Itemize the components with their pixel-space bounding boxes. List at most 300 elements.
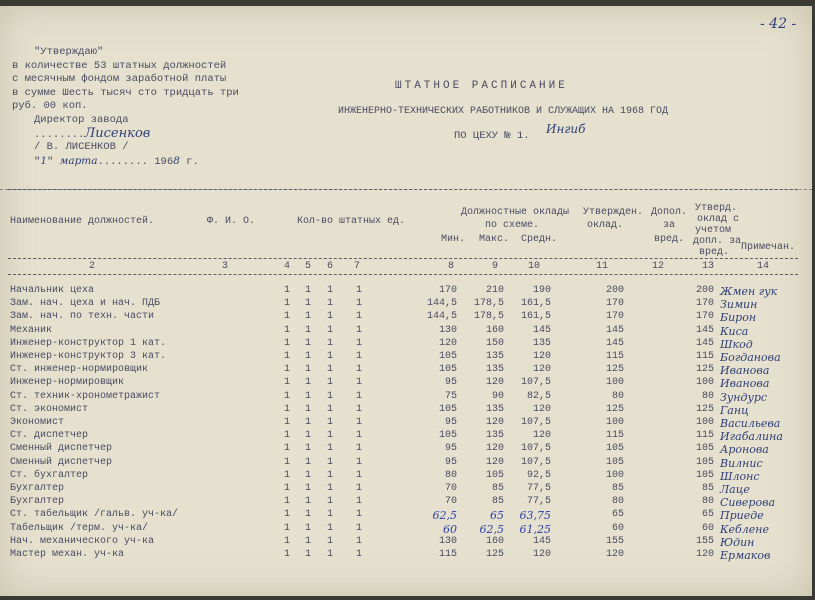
row-total: 60 bbox=[701, 522, 714, 534]
header-mid-rule bbox=[8, 258, 798, 259]
director-signature: Лисенков bbox=[84, 126, 151, 141]
row-avg: 120 bbox=[532, 430, 551, 442]
row-name: Экономист bbox=[10, 417, 65, 428]
row-count-6: 1 bbox=[327, 351, 334, 362]
header-extra: Допол. bbox=[651, 207, 688, 218]
row-min: 95 bbox=[444, 377, 457, 389]
row-avg: 77,5 bbox=[526, 483, 551, 494]
row-count-4: 1 bbox=[284, 298, 291, 310]
row-signature: Иванова bbox=[720, 377, 770, 391]
row-signature: Богданова bbox=[720, 351, 781, 364]
row-min: 75 bbox=[444, 390, 457, 402]
row-name: Табельщик /терм. уч-ка/ bbox=[10, 522, 149, 534]
row-count-7: 1 bbox=[356, 311, 363, 323]
row-max: 85 bbox=[491, 483, 504, 494]
table-row bbox=[0, 483, 812, 496]
row-name: Ст. бухгалтер bbox=[10, 469, 89, 481]
row-name: Бухгалтер bbox=[10, 496, 65, 508]
table-row bbox=[0, 457, 812, 470]
row-max: 135 bbox=[485, 430, 504, 442]
row-count-7: 1 bbox=[356, 364, 363, 376]
table-row bbox=[0, 443, 812, 456]
row-count-6: 1 bbox=[327, 417, 334, 428]
row-total: 80 bbox=[701, 496, 714, 508]
row-count-4: 1 bbox=[284, 509, 291, 521]
row-count-5: 1 bbox=[305, 390, 312, 402]
row-max: 160 bbox=[485, 535, 504, 547]
page-number: - 42 - bbox=[760, 16, 797, 32]
approval-line: в количестве 53 штатных должностей bbox=[12, 59, 227, 72]
row-approved: 100 bbox=[605, 417, 624, 428]
row-avg: 107,5 bbox=[520, 417, 551, 428]
row-min: 130 bbox=[438, 324, 457, 336]
table-row bbox=[0, 311, 812, 324]
row-count-4: 1 bbox=[284, 377, 291, 389]
row-count-6: 1 bbox=[327, 390, 334, 402]
approval-line: в сумме Шесть тысяч сто тридцать три bbox=[12, 86, 239, 99]
row-count-6: 1 bbox=[327, 285, 334, 296]
row-avg: 107,5 bbox=[520, 443, 551, 455]
row-min: 70 bbox=[444, 483, 457, 494]
row-avg: 120 bbox=[532, 549, 551, 560]
row-signature: Юдин bbox=[720, 535, 755, 549]
row-avg: 120 bbox=[532, 364, 551, 376]
table-row bbox=[0, 523, 812, 536]
row-approved: 80 bbox=[611, 496, 624, 508]
row-count-4: 1 bbox=[284, 324, 291, 336]
row-count-5: 1 bbox=[305, 443, 312, 455]
row-total: 115 bbox=[695, 351, 714, 362]
row-max: 62,5 bbox=[479, 522, 504, 536]
row-min: 105 bbox=[438, 351, 457, 362]
document-subtitle: ИНЖЕНЕРНО-ТЕХНИЧЕСКИХ РАБОТНИКОВ И СЛУЖАЩИХ НА 1968 ГОД bbox=[338, 106, 669, 117]
row-max: 125 bbox=[485, 549, 504, 560]
row-count-7: 1 bbox=[356, 298, 363, 310]
row-max: 210 bbox=[485, 285, 504, 296]
header-total-4: допл. за bbox=[693, 236, 742, 247]
col-number: 4 bbox=[284, 261, 291, 272]
col-number: 5 bbox=[305, 261, 312, 272]
row-total: 170 bbox=[695, 298, 714, 310]
director-name: / В. ЛИСЕНКОВ / bbox=[34, 141, 129, 153]
row-count-7: 1 bbox=[356, 549, 363, 560]
row-approved: 85 bbox=[611, 483, 624, 494]
col-number: 3 bbox=[222, 261, 229, 272]
row-name: Сменный диспетчер bbox=[10, 443, 113, 455]
col-number: 13 bbox=[702, 261, 715, 272]
row-count-4: 1 bbox=[284, 417, 291, 428]
row-count-4: 1 bbox=[284, 496, 291, 508]
header-avg: Средн. bbox=[521, 234, 558, 245]
document-sheet bbox=[0, 6, 812, 596]
row-name: Ст. экономист bbox=[10, 403, 89, 415]
approval-line: с месячным фондом заработной платы bbox=[12, 73, 227, 85]
row-min: 120 bbox=[438, 337, 457, 349]
row-max: 120 bbox=[485, 456, 504, 468]
table-row bbox=[0, 285, 812, 298]
row-signature: Зимин bbox=[720, 298, 758, 312]
row-count-6: 1 bbox=[327, 469, 334, 481]
row-signature: Приеде bbox=[720, 509, 764, 523]
row-count-6: 1 bbox=[327, 443, 334, 455]
row-count-5: 1 bbox=[305, 469, 312, 481]
workshop-label: ПО ЦЕХУ № 1. bbox=[454, 130, 530, 142]
row-count-6: 1 bbox=[327, 364, 334, 376]
row-count-4: 1 bbox=[284, 430, 291, 442]
row-name: Ст. диспетчер bbox=[10, 430, 89, 442]
col-number: 11 bbox=[596, 261, 609, 272]
table-row bbox=[0, 536, 812, 549]
row-count-5: 1 bbox=[305, 377, 312, 389]
row-approved: 120 bbox=[605, 549, 624, 560]
row-count-5: 1 bbox=[305, 456, 312, 468]
col-number: 7 bbox=[354, 261, 361, 272]
row-signature: Ермаков bbox=[720, 549, 771, 562]
approval-line: руб. 00 коп. bbox=[12, 100, 88, 112]
row-count-7: 1 bbox=[356, 443, 363, 455]
row-count-6: 1 bbox=[327, 509, 334, 521]
row-approved: 105 bbox=[605, 443, 624, 455]
row-total: 125 bbox=[695, 364, 714, 376]
row-avg: 145 bbox=[532, 535, 551, 547]
row-total: 105 bbox=[695, 443, 714, 455]
row-signature: Иванова bbox=[720, 364, 770, 378]
row-approved: 105 bbox=[605, 456, 624, 468]
row-total: 100 bbox=[695, 417, 714, 428]
row-avg: 92,5 bbox=[526, 469, 551, 481]
row-min: 62,5 bbox=[432, 509, 457, 523]
row-name: Начальник цеха bbox=[10, 285, 95, 296]
row-signature: Киса bbox=[720, 324, 749, 338]
row-approved: 145 bbox=[605, 324, 624, 336]
row-signature: Ганц bbox=[720, 403, 749, 417]
row-count-4: 1 bbox=[284, 469, 291, 481]
row-min: 105 bbox=[438, 364, 457, 376]
header-salary-group: Должностные оклады bbox=[461, 207, 570, 218]
header-min: Мин. bbox=[441, 234, 466, 245]
row-count-5: 1 bbox=[305, 351, 312, 362]
row-avg: 161,5 bbox=[520, 298, 551, 310]
table-row bbox=[0, 325, 812, 338]
row-max: 135 bbox=[485, 351, 504, 362]
approval-line: "Утверждаю" bbox=[34, 46, 104, 58]
row-signature: Вилнис bbox=[720, 456, 763, 470]
row-total: 170 bbox=[695, 311, 714, 323]
col-number: 6 bbox=[327, 261, 334, 272]
table-row bbox=[0, 404, 812, 417]
row-count-6: 1 bbox=[327, 456, 334, 468]
row-count-7: 1 bbox=[356, 377, 363, 389]
row-name: Мастер механ. уч-ка bbox=[10, 549, 125, 560]
row-signature: Лаце bbox=[720, 483, 750, 496]
col-number: 14 bbox=[757, 261, 770, 272]
row-total: 105 bbox=[695, 456, 714, 468]
row-count-5: 1 bbox=[305, 324, 312, 336]
table-row bbox=[0, 470, 812, 483]
header-count: Кол-во штатных ед. bbox=[297, 216, 406, 227]
row-approved: 65 bbox=[611, 509, 624, 521]
col-number: 2 bbox=[89, 261, 96, 272]
header-total: Утверд. bbox=[695, 203, 738, 214]
approval-date: "1" марта........ 1968 г. bbox=[34, 154, 199, 168]
row-avg: 61,25 bbox=[519, 522, 551, 536]
row-name: Ст. табельщик /гальв. уч-ка/ bbox=[10, 509, 179, 521]
table-row bbox=[0, 377, 812, 390]
row-name: Бухгалтер bbox=[10, 483, 65, 494]
row-count-5: 1 bbox=[305, 285, 312, 296]
table-row bbox=[0, 391, 812, 404]
row-count-6: 1 bbox=[327, 298, 334, 310]
row-count-7: 1 bbox=[356, 285, 363, 296]
header-total-2: оклад с bbox=[697, 214, 740, 225]
row-count-6: 1 bbox=[327, 535, 334, 547]
row-approved: 125 bbox=[605, 364, 624, 376]
row-count-6: 1 bbox=[327, 549, 334, 560]
row-count-5: 1 bbox=[305, 337, 312, 349]
table-row bbox=[0, 417, 812, 430]
row-approved: 115 bbox=[605, 351, 624, 362]
row-count-4: 1 bbox=[284, 390, 291, 402]
row-max: 160 bbox=[485, 324, 504, 336]
header-note: Примечан. bbox=[741, 242, 796, 253]
table-row bbox=[0, 509, 812, 522]
row-count-7: 1 bbox=[356, 496, 363, 508]
col-number: 8 bbox=[448, 261, 455, 272]
row-avg: 107,5 bbox=[520, 456, 551, 468]
row-max: 105 bbox=[485, 469, 504, 481]
row-approved: 125 bbox=[605, 403, 624, 415]
row-approved: 170 bbox=[605, 311, 624, 323]
row-min: 80 bbox=[444, 469, 457, 481]
row-count-5: 1 bbox=[305, 483, 312, 494]
row-count-7: 1 bbox=[356, 417, 363, 428]
row-signature: Жмен гук bbox=[720, 285, 778, 298]
row-count-6: 1 bbox=[327, 522, 334, 534]
row-max: 178,5 bbox=[473, 311, 504, 323]
row-count-7: 1 bbox=[356, 456, 363, 468]
header-max: Макс. bbox=[479, 234, 510, 245]
header-salary-scheme: по схеме. bbox=[485, 220, 540, 231]
row-avg: 161,5 bbox=[520, 311, 551, 323]
row-max: 120 bbox=[485, 417, 504, 428]
row-min: 144,5 bbox=[426, 298, 457, 310]
row-name: Ст. техник-хронометражист bbox=[10, 390, 161, 402]
row-count-6: 1 bbox=[327, 483, 334, 494]
row-max: 120 bbox=[485, 443, 504, 455]
row-count-7: 1 bbox=[356, 483, 363, 494]
row-avg: 145 bbox=[532, 324, 551, 336]
col-number: 9 bbox=[492, 261, 499, 272]
row-count-7: 1 bbox=[356, 430, 363, 442]
row-count-7: 1 bbox=[356, 535, 363, 547]
header-bottom-rule bbox=[8, 274, 798, 275]
row-avg: 77,5 bbox=[526, 496, 551, 508]
row-max: 178,5 bbox=[473, 298, 504, 310]
table-row bbox=[0, 364, 812, 377]
row-approved: 80 bbox=[611, 390, 624, 402]
row-count-4: 1 bbox=[284, 351, 291, 362]
row-min: 170 bbox=[438, 285, 457, 296]
row-count-4: 1 bbox=[284, 311, 291, 323]
row-name: Ст. инженер-нормировщик bbox=[10, 364, 149, 376]
row-name: Механик bbox=[10, 324, 53, 336]
row-count-5: 1 bbox=[305, 522, 312, 534]
row-signature: Кеблене bbox=[720, 522, 770, 536]
table-row bbox=[0, 430, 812, 443]
row-count-5: 1 bbox=[305, 430, 312, 442]
row-count-4: 1 bbox=[284, 443, 291, 455]
row-approved: 60 bbox=[611, 522, 624, 534]
row-total: 100 bbox=[695, 377, 714, 389]
row-name: Сменный диспетчер bbox=[10, 456, 113, 468]
row-count-4: 1 bbox=[284, 535, 291, 547]
row-count-6: 1 bbox=[327, 430, 334, 442]
document-title: ШТАТНОЕ РАСПИСАНИЕ bbox=[395, 80, 568, 92]
row-signature: Сиверова bbox=[720, 496, 776, 510]
row-avg: 135 bbox=[532, 337, 551, 349]
header-approved-2: оклад. bbox=[587, 220, 624, 231]
row-count-4: 1 bbox=[284, 337, 291, 349]
row-signature: Бирон bbox=[720, 311, 757, 325]
header-extra-3: вред. bbox=[654, 234, 685, 245]
row-min: 130 bbox=[438, 535, 457, 547]
row-count-6: 1 bbox=[327, 496, 334, 508]
row-avg: 190 bbox=[532, 285, 551, 296]
row-name: Инженер-нормировщик bbox=[10, 377, 125, 389]
row-count-7: 1 bbox=[356, 324, 363, 336]
row-max: 135 bbox=[485, 403, 504, 415]
row-approved: 100 bbox=[605, 377, 624, 389]
header-top-rule bbox=[8, 189, 798, 190]
row-min: 115 bbox=[438, 549, 457, 560]
row-count-5: 1 bbox=[305, 509, 312, 521]
row-total: 145 bbox=[695, 337, 714, 349]
table-row bbox=[0, 351, 812, 364]
header-extra-2: за bbox=[663, 220, 676, 231]
row-count-5: 1 bbox=[305, 364, 312, 376]
row-count-5: 1 bbox=[305, 403, 312, 415]
row-total: 80 bbox=[701, 390, 714, 402]
row-count-4: 1 bbox=[284, 456, 291, 468]
row-approved: 155 bbox=[605, 535, 624, 547]
director-label: Директор завода bbox=[34, 113, 129, 126]
row-approved: 100 bbox=[605, 469, 624, 481]
row-count-6: 1 bbox=[327, 324, 334, 336]
table-row bbox=[0, 496, 812, 509]
row-count-7: 1 bbox=[356, 522, 363, 534]
row-count-4: 1 bbox=[284, 364, 291, 376]
row-signature: Аронова bbox=[720, 443, 769, 457]
row-count-7: 1 bbox=[356, 509, 363, 521]
row-name: Инженер-конструктор 3 кат. bbox=[10, 351, 167, 362]
row-total: 155 bbox=[695, 535, 714, 547]
row-avg: 120 bbox=[532, 403, 551, 415]
row-min: 60 bbox=[443, 522, 457, 536]
row-count-5: 1 bbox=[305, 535, 312, 547]
header-name: Наименование должностей. bbox=[10, 216, 155, 227]
row-max: 65 bbox=[490, 509, 504, 523]
approval-block: "Утверждаю" в количестве 53 штатных должностей с месячным фондом заработной платы в сумме Шесть тысяч сто тридцать три руб. 00 коп. Директор завода ........Лисенков / В. ЛИСЕНКОВ / "1" марта........ 1968 г. bbox=[12, 46, 239, 168]
row-avg: 63,75 bbox=[519, 509, 551, 523]
row-max: 90 bbox=[491, 390, 504, 402]
row-count-6: 1 bbox=[327, 403, 334, 415]
row-count-6: 1 bbox=[327, 311, 334, 323]
row-count-5: 1 bbox=[305, 549, 312, 560]
row-count-5: 1 bbox=[305, 311, 312, 323]
row-approved: 200 bbox=[605, 285, 624, 296]
row-signature: Шлонс bbox=[720, 469, 760, 483]
table-row bbox=[0, 298, 812, 311]
table-row bbox=[0, 338, 812, 351]
title-hand-note: Ингиб bbox=[546, 122, 586, 136]
row-count-4: 1 bbox=[284, 285, 291, 296]
row-min: 144,5 bbox=[426, 311, 457, 323]
row-avg: 107,5 bbox=[520, 377, 551, 389]
row-approved: 115 bbox=[605, 430, 624, 442]
row-total: 115 bbox=[695, 430, 714, 442]
row-total: 85 bbox=[701, 483, 714, 494]
row-min: 95 bbox=[444, 417, 457, 428]
table-row bbox=[0, 549, 812, 562]
row-approved: 170 bbox=[605, 298, 624, 310]
header-total-5: вред. bbox=[699, 247, 730, 258]
row-max: 85 bbox=[491, 496, 504, 508]
header-fio: Ф. И. О. bbox=[207, 216, 256, 227]
row-count-6: 1 bbox=[327, 377, 334, 389]
row-avg: 120 bbox=[532, 351, 551, 362]
row-min: 105 bbox=[438, 403, 457, 415]
row-name: Зам. нач. по техн. части bbox=[10, 311, 155, 323]
row-total: 145 bbox=[695, 324, 714, 336]
row-count-4: 1 bbox=[284, 403, 291, 415]
row-count-7: 1 bbox=[356, 390, 363, 402]
row-min: 95 bbox=[444, 456, 457, 468]
row-signature: Зундурс bbox=[720, 390, 768, 404]
row-min: 95 bbox=[444, 443, 457, 455]
row-count-6: 1 bbox=[327, 337, 334, 349]
row-signature: Шкод bbox=[720, 337, 753, 351]
row-count-7: 1 bbox=[356, 351, 363, 362]
header-total-3: учетом bbox=[695, 225, 732, 236]
row-signature: Васильева bbox=[720, 417, 781, 430]
col-number: 12 bbox=[652, 261, 665, 272]
row-count-7: 1 bbox=[356, 469, 363, 481]
row-signature: Игабалина bbox=[720, 430, 783, 444]
col-number: 10 bbox=[528, 261, 541, 272]
row-max: 135 bbox=[485, 364, 504, 376]
row-total: 125 bbox=[695, 403, 714, 415]
row-name: Зам. нач. цеха и нач. ПДБ bbox=[10, 298, 161, 310]
row-name: Нач. механического уч-ка bbox=[10, 535, 155, 547]
row-count-4: 1 bbox=[284, 483, 291, 494]
row-count-7: 1 bbox=[356, 337, 363, 349]
row-count-5: 1 bbox=[305, 298, 312, 310]
row-total: 120 bbox=[695, 549, 714, 560]
header-approved: Утвержден. bbox=[583, 207, 644, 218]
row-approved: 145 bbox=[605, 337, 624, 349]
row-max: 120 bbox=[485, 377, 504, 389]
row-name: Инженер-конструктор 1 кат. bbox=[10, 337, 167, 349]
row-total: 200 bbox=[695, 285, 714, 296]
row-max: 150 bbox=[485, 337, 504, 349]
row-min: 105 bbox=[438, 430, 457, 442]
row-avg: 82,5 bbox=[526, 390, 551, 402]
row-count-4: 1 bbox=[284, 549, 291, 560]
row-count-7: 1 bbox=[356, 403, 363, 415]
row-count-4: 1 bbox=[284, 522, 291, 534]
row-total: 105 bbox=[695, 469, 714, 481]
row-min: 70 bbox=[444, 496, 457, 508]
